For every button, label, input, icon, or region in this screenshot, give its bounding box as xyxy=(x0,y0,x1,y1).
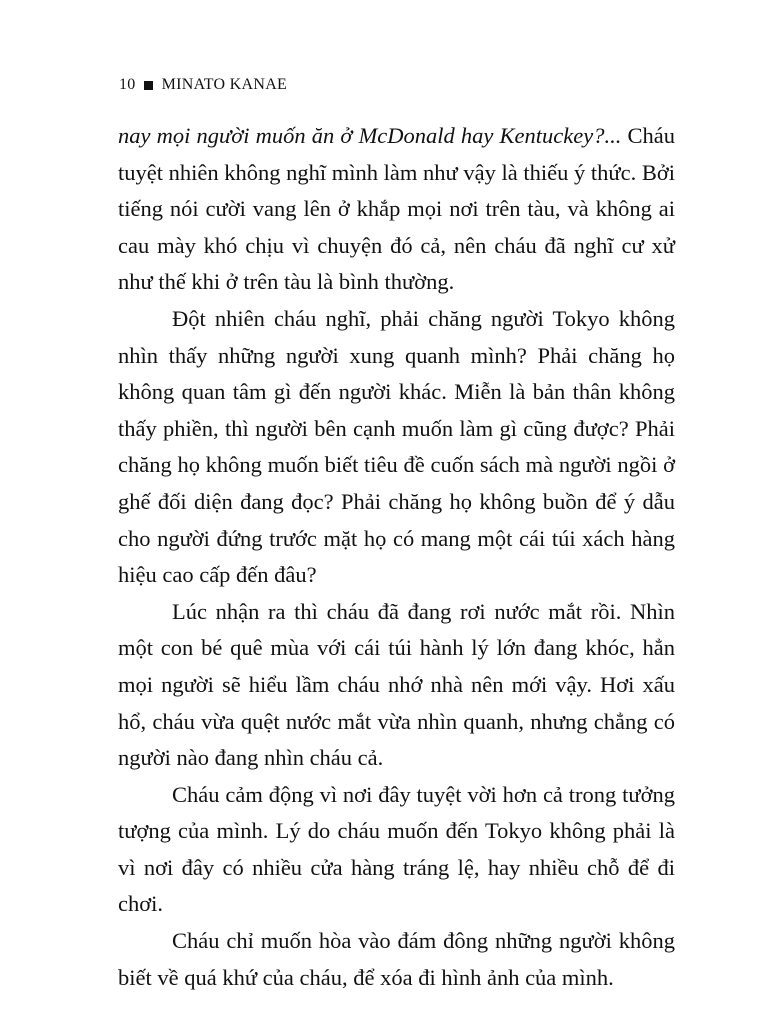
body-text xyxy=(118,118,675,996)
paragraph: Lúc nhận ra thì cháu đã đang rơi nước mắt rồi. Nhìn một con bé quê mùa với cái túi hành lý lớn đang khóc, hẳn mọi người sẽ hiểu lầm cháu nhớ nhà nên mới vậy. Hơi xấu hổ, cháu vừa quệt nước mắt vừa nhìn quanh, nhưng chẳng có người nào đang nhìn cháu cả. xyxy=(118,598,675,771)
page-number: 10 xyxy=(119,76,136,93)
paragraph: Đột nhiên cháu nghĩ, phải chăng người Tokyo không nhìn thấy những người xung quanh mình? Phải chăng họ không quan tâm gì đến người khác. Miễn là bản thân không thấy phiền, thì người bên cạnh muốn làm gì cũng được? Phải chăng họ không muốn biết tiêu đề cuốn sách mà người ngồi ở ghế đối diện đang đọc? Phải chăng họ không buồn để ý dẫu cho người đứng trước mặt họ có mang một cái túi xách hàng hiệu cao cấp đến đâu? xyxy=(118,305,675,588)
paragraph-continued xyxy=(118,118,675,301)
square-bullet-icon xyxy=(144,81,153,90)
running-header xyxy=(119,76,287,94)
italic-phrase: nay mọi người muốn ăn ở McDonald hay Kentuckey?... xyxy=(118,123,622,148)
paragraph-continued-text: Cháu tuyệt nhiên không nghĩ mình làm như vậy là thiếu ý thức. Bởi tiếng nói cười vang lên ở khắp mọi nơi trên tàu, và không ai cau mày khó chịu vì chuyện đó cả, nên cháu đã nghĩ cư xử như thế khi ở trên tàu là bình thường. xyxy=(118,123,676,295)
paragraph: Cháu cảm động vì nơi đây tuyệt vời hơn cả trong tưởng tượng của mình. Lý do cháu muốn đến Tokyo không phải là vì nơi đây có nhiều cửa hàng tráng lệ, hay nhiều chỗ để đi chơi. xyxy=(118,781,675,917)
paragraph: Cháu chỉ muốn hòa vào đám đông những người không biết về quá khứ của cháu, để xóa đi hình ảnh của mình. xyxy=(118,928,675,990)
author-name: MINATO KANAE xyxy=(161,76,288,93)
